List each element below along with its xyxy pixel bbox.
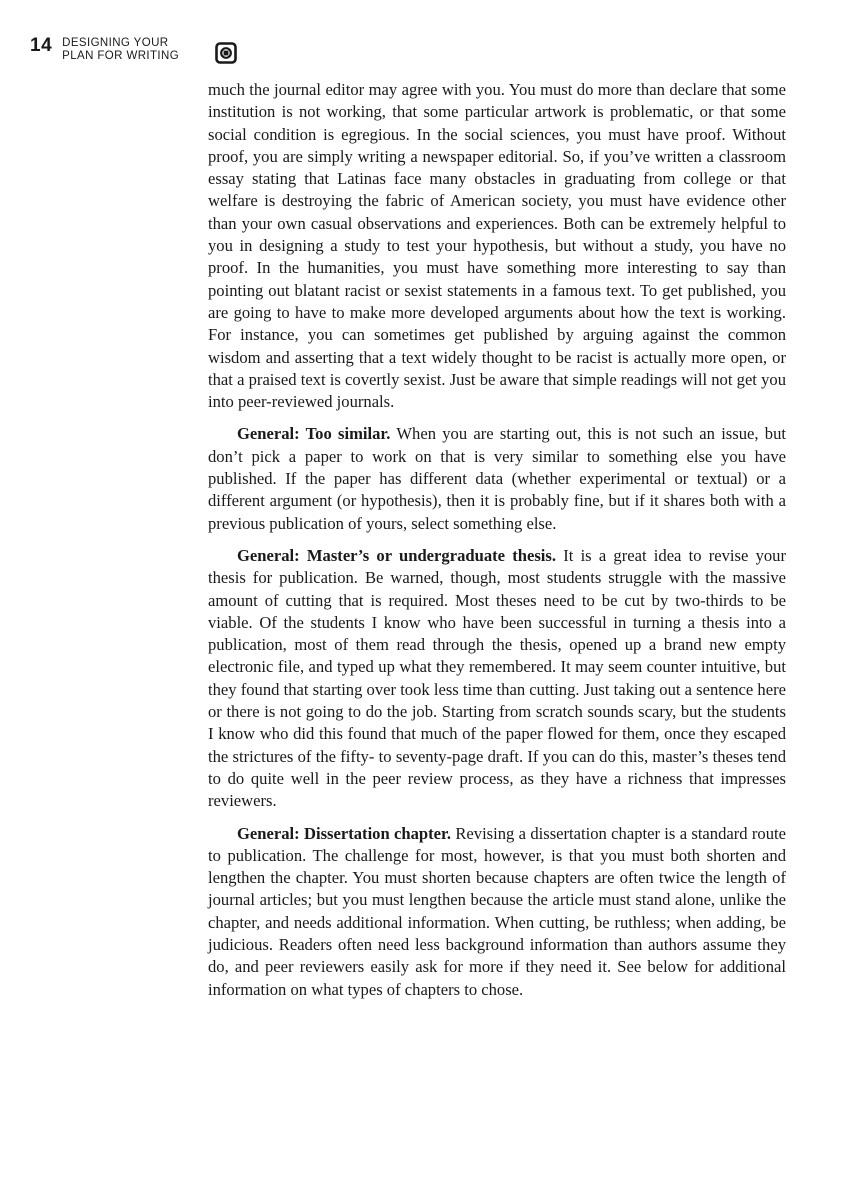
chapter-title-line1: DESIGNING YOUR xyxy=(62,37,169,49)
paragraph-continued xyxy=(208,79,786,413)
running-head xyxy=(30,36,179,62)
paragraph-too-similar xyxy=(208,423,786,534)
run-in-heading: General: Dissertation chapter. xyxy=(237,823,452,843)
workbook-icon xyxy=(215,42,237,64)
run-in-heading: General: Master’s or undergraduate thesis. xyxy=(237,545,557,565)
run-in-heading: General: Too similar. xyxy=(237,424,391,444)
chapter-title-line2: PLAN FOR WRITING xyxy=(62,49,180,62)
paragraph-dissertation xyxy=(208,823,786,1001)
paragraph-text: much the journal editor may agree with you. You must do more than declare that some institution is not working, that some particular artwork is problematic, or that some social condition is egregious. In the social sciences, you must have proof. Without proof, you are simply writing a newspaper editorial. So, if you’ve written a classroom essay stating that Latinas face many obstacles in graduating from college or that welfare is destroying the fabric of American society, you must have evidence other than your own casual observations and experiences. Both can be extremely helpful to you in designing a study to test your hypothesis, but without a study, you have no proof. In the humanities, you must have something more interesting to say than pointing out blatant racist or sexist statements in a famous text. To get published, you are going to have to make more developed arguments about how the text is working. For instance, you can sometimes get published by arguing against the common wisdom and asserting that a text widely thought to be racist is actually more open, or that a praised text is covertly sexist. Just be aware that simple readings will not get you into peer-reviewed journals. xyxy=(208,80,786,412)
page-number: 14 xyxy=(30,35,53,56)
paragraph-text: Revising a dissertation chapter is a standard route to publication. The challenge for most, however, is that you must both shorten and lengthen the chapter. You must shorten because chapters are often twice the length of journal articles; but you must lengthen because the article must stand alone, unlike the chapter, and needs additional information. When cutting, be ruthless; when adding, be judicious. Readers often need less background information than authors assume they do, and peer reviewers easily ask for more if they need it. See below for additional information on what types of chapters to chose. xyxy=(208,823,786,999)
body-text xyxy=(208,79,786,1001)
chapter-title xyxy=(62,37,179,62)
paragraph-text: It is a great idea to revise your thesis for publication. Be warned, though, most students struggle with the massive amount of cutting that is required. Most theses need to be cut by two-thirds to be viable. Of the students I know who have been successful in turning a thesis into a publication, most of them read through the thesis, opened up a brand new empty electronic file, and typed up what they remembered. It may seem counter intuitive, but they found that starting over took less time than cutting. Just taking out a sentence here or there is not going to do the job. Starting from scratch sounds scary, but the students I know who did this found that much of the paper flowed for them, once they escaped the strictures of the fifty- to seventy-page draft. If you can do this, master’s theses tend to do quite well in the peer review process, as they have a richness that impresses reviewers. xyxy=(208,545,786,811)
paragraph-text: When you are starting out, this is not such an issue, but don’t pick a paper to work on that is very similar to something else you have published. If the paper has different data (whether experimental or textual) or a different argument (or hypothesis), then it is probably fine, but if it shares both with a previous publication of yours, select something else. xyxy=(208,424,786,533)
paragraph-thesis xyxy=(208,545,786,813)
